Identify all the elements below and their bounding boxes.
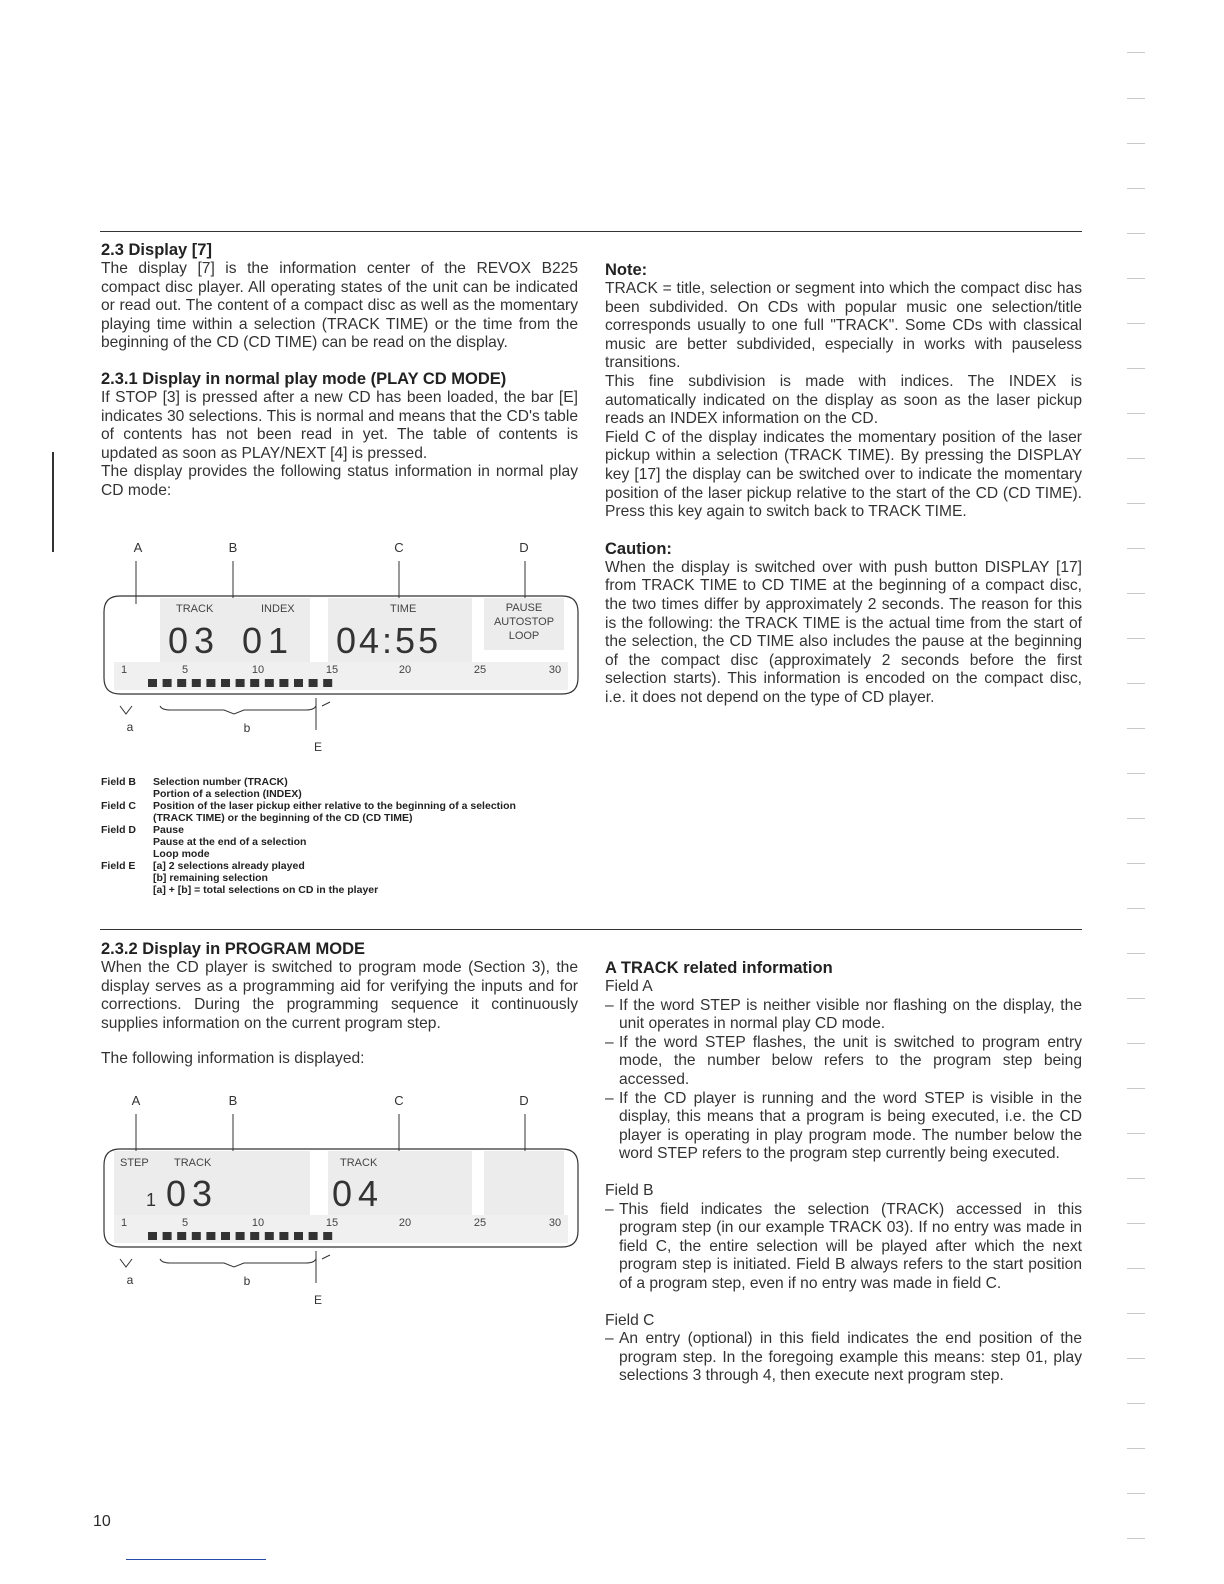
legend-row [101,776,581,800]
bar-segment [323,1232,332,1240]
paragraph: The display provides the following status information in normal play CD mode: [101,463,578,499]
legend-key: Field C [101,800,137,812]
margin-bar [52,452,54,552]
bar-segment [163,679,172,687]
bar-segment [177,1232,186,1240]
paragraph: This fine subdivision is made with indices. The INDEX is automatically indicated on the display as soon as the laser pickup reads an INDEX information on the CD. [605,372,1082,428]
bar-segment [148,679,157,687]
bar-segment [206,1232,215,1240]
section-body [101,389,578,501]
bar-segment [236,679,245,687]
bar-segment [265,1232,274,1240]
section-body: The display [7] is the information center of the REVOX B225 compact disc player. All operating states of the unit can be indicated or read out. The content of a compact disc as well as the momentary playing time within a selection (TRACK TIME) or the time from the beginning of the CD (CD TIME) can be read on the display. [101,260,578,352]
callout-labels [132,1093,529,1108]
paragraph: When the CD player is switched to program mode (Section 3), the display serves as a programming aid for verifying the inputs and for corrections. During the programming sequence it continuously supplies information on the current program step. [101,959,578,1032]
list-item [605,1330,1082,1386]
label-b: b [243,1274,251,1288]
track-label: TRACK [340,1157,378,1169]
bar-segment [279,679,288,687]
legend-row [101,800,581,824]
scale-label: 5 [181,664,189,676]
list-item-text: If the word STEP is neither visible nor flashing on the display, the unit operates in normal play CD mode. [619,996,1082,1033]
legend-key: Field D [101,824,137,836]
note-section [605,261,1082,707]
section-2-3-2 [101,940,578,1069]
paragraph: TRACK = title, selection or segment into which the compact disc has been subdivided. On CDs with popular music one selection/title corresponds usually to one full "TRACK". Some CDs with classical music are better subdivided, especially in works with pauseless transitions. [605,280,1082,372]
bar-segment [309,679,318,687]
time-digits: 04:55 [336,620,442,661]
bar-segment [148,1232,157,1240]
dash: – [605,1033,614,1051]
scale-label: 25 [473,664,487,676]
note-heading: Note: [605,261,648,279]
list-item-text: This field indicates the selection (TRACK) accessed in this program step (in our example TRACK 03). If no entry was made in field C, the entire selection will be played after which the next program step is initiated. Field B always refers to the start position of a program step, even if no entry was made in field C. [619,1200,1082,1292]
legend-line: Pause at the end of a selection [153,836,307,848]
bar-segment [221,679,230,687]
legend-line: Pause [153,824,184,836]
section-body [101,959,578,1069]
bar-segment [309,1232,318,1240]
legend-line: Position of the laser pickup either relative to the beginning of a selection [153,800,516,812]
bar-segment [221,1232,230,1240]
bar-segment [236,1232,245,1240]
scale-label: 15 [325,1217,339,1229]
section-heading: 2.3.1 Display in normal play mode (PLAY CD MODE) [101,369,507,388]
bar-segment [163,1232,172,1240]
scale-label: 30 [548,664,562,676]
paragraph: If STOP [3] is pressed after a new CD has been loaded, the bar [E] indicates 30 selections. This is normal and means that the CD's table of contents has not been read in yet. The table of contents is updated as soon as PLAY/NEXT [4] is pressed. [101,388,578,462]
label-b: b [243,721,251,735]
paragraph: Field C of the display indicates the momentary position of the laser pickup within a selection (TRACK TIME). By pressing the DISPLAY key [17] the display can be switched over to indicate the momentary position of the laser pickup relative to the start of the CD (CD TIME). Press this key again to switch back to TRACK TIME. [605,428,1082,521]
legend-line: [b] remaining selection [153,872,268,884]
scale-label: 1 [120,1217,128,1229]
paragraph: The following information is displayed: [101,1050,365,1068]
step-label: STEP [120,1157,149,1169]
bar-segment [265,679,274,687]
index-digits: 01 [242,620,295,661]
top-rule [100,231,1082,232]
dash: – [605,996,614,1014]
scale-label: 1 [120,664,128,676]
index-label: INDEX [261,603,295,615]
bar-segment [294,679,303,687]
track-label: TRACK [176,603,214,615]
dash: – [605,1330,614,1348]
step-digit: 1 [146,1190,157,1210]
track-info-section [605,959,1082,1386]
list-item-text: An entry (optional) in this field indicates the end position of the program step. In the foregoing example this means: step 01, play selections 3 through 4, then execute next program step. [619,1330,1082,1385]
bar-segment [192,679,201,687]
callout-d: D [519,540,529,555]
scale-label: 10 [251,1217,265,1229]
display-diagram-program-mode [100,1089,582,1311]
footer-line [126,1559,266,1560]
note-body [605,280,1082,522]
section-heading: 2.3 Display [7] [101,241,212,259]
bar-segment [250,679,259,687]
middle-rule [100,929,1082,930]
legend-key: Field E [101,860,136,872]
legend-value [153,776,581,800]
page-number: 10 [93,1513,111,1530]
list-item [605,1034,1082,1090]
callout-c: C [394,540,404,555]
dash: – [605,1200,614,1218]
field-legend [101,776,581,896]
field-c-title: Field C [605,1311,655,1329]
scale-label: 5 [181,1217,189,1229]
list-item [605,1201,1082,1294]
scale-label: 20 [398,1217,412,1229]
legend-value [153,860,581,896]
label-e: E [313,740,323,754]
bar-segment [206,679,215,687]
legend-row [101,860,581,896]
callout-a: A [131,1093,141,1108]
legend-value [153,824,581,860]
legend-line: (TRACK TIME) or the beginning of the CD (CD TIME) [153,812,413,824]
scale-label: 20 [398,664,412,676]
bar-segment [177,679,186,687]
dash: – [605,1089,614,1107]
label-a: a [126,1273,134,1287]
legend-line: [a] 2 selections already played [153,860,305,872]
track-label: TRACK [174,1157,212,1169]
callout-d: D [519,1093,529,1108]
list-item [605,997,1082,1034]
legend-key: Field B [101,776,137,788]
track1-digits: 03 [166,1173,219,1214]
legend-line: [a] + [b] = total selections on CD in the player [153,884,379,896]
scale-label: 15 [325,664,339,676]
legend-value [153,800,581,824]
callout-a: A [133,540,143,555]
scale-label: 10 [251,664,265,676]
autostop-label: AUTOSTOP [493,616,555,628]
pause-label: PAUSE [505,602,543,614]
track2-digits: 04 [332,1173,385,1214]
field-a-title: Field A [605,978,653,995]
list-item-text: If the word STEP flashes, the unit is switched to program entry mode, the number below refers to the program step being accessed. [619,1033,1082,1088]
field-b-title: Field B [605,1181,654,1199]
scale-label: 25 [473,1217,487,1229]
legend-line: Portion of a selection (INDEX) [153,788,302,800]
display-diagram-play-mode [100,536,582,758]
legend-line: Selection number (TRACK) [153,776,288,788]
callout-b: B [228,540,238,555]
section-heading: 2.3.2 Display in PROGRAM MODE [101,940,366,958]
bar-segment [279,1232,288,1240]
legend-line: Loop mode [153,848,210,860]
scale-label: 30 [548,1217,562,1229]
bar-segment [250,1232,259,1240]
callout-b: B [228,1093,238,1108]
track-info-heading: A TRACK related information [605,959,833,977]
section-2-3 [101,241,578,501]
list-item [605,1090,1082,1164]
time-label: TIME [390,603,417,615]
list-item-text: If the CD player is running and the word STEP is visible in the display, this means that a program is being executed, i.e. the CD player is operating in play program mode. The number below the word STEP refers to the program step currently being executed. [619,1089,1082,1163]
label-a: a [126,720,134,734]
loop-label: LOOP [508,630,540,642]
bar-segment [294,1232,303,1240]
track-digits: 03 [168,620,221,661]
label-e: E [313,1293,323,1307]
caution-body: When the display is switched over with push button DISPLAY [17] from TRACK TIME to CD TIME at the beginning of a compact disc, the two times differ by approximately 2 seconds. The reason for this is the following: the TRACK TIME is the actual time from the start of the selection, the CD TIME also includes the pause at the beginning of the compact disc (approximately 2 seconds before the first selection starts). This information is encoded on the compact disc, i.e. it does not depend on the type of CD player. [605,558,1082,706]
callout-c: C [394,1093,404,1108]
bar-segment [323,679,332,687]
bar-segment [192,1232,201,1240]
legend-row [101,824,581,860]
callout-labels [134,540,529,555]
caution-heading: Caution: [605,539,672,558]
